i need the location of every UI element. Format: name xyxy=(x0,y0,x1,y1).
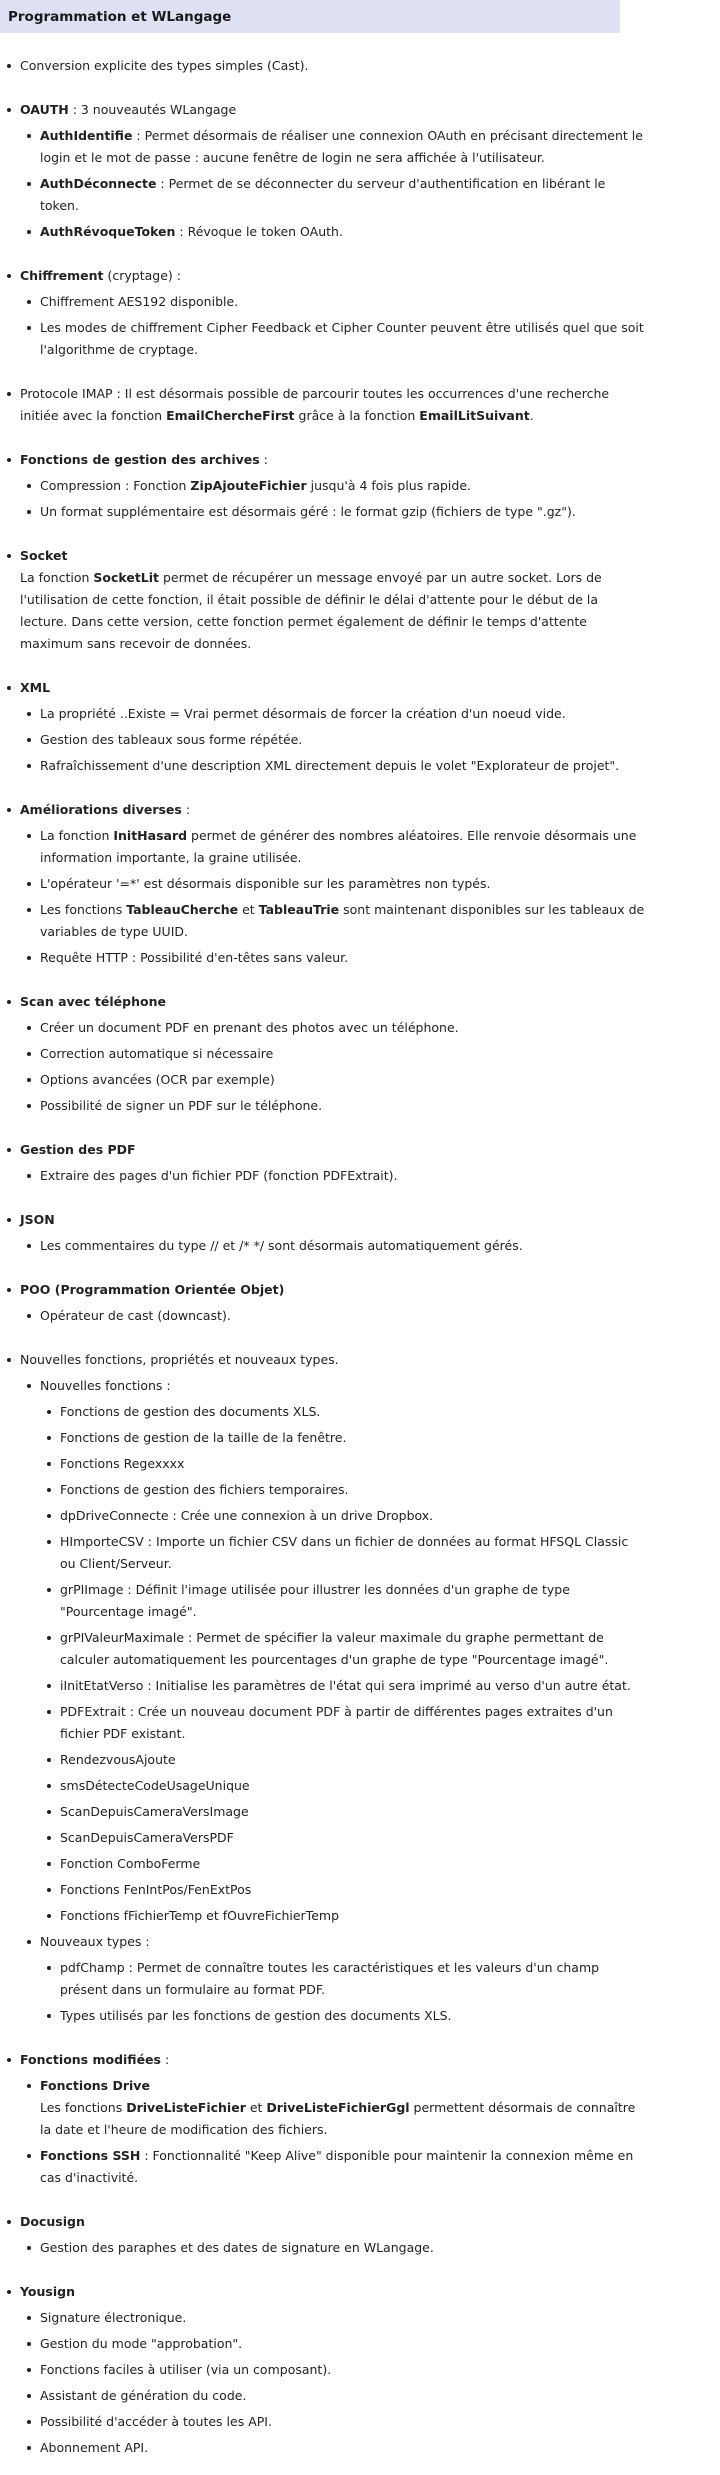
json-heading: JSON xyxy=(20,1212,55,1227)
list-item-docusign xyxy=(20,2211,645,2259)
ameliorations-heading: Améliorations diverses xyxy=(20,802,182,817)
chiffrement-heading: Chiffrement xyxy=(20,268,104,283)
sub-item: Les modes de chiffrement Cipher Feedback et Cipher Counter peuvent être utilisés quel que soit l'algorithme de cryptage. xyxy=(40,317,645,361)
list-item-poo xyxy=(20,1279,645,1327)
section-title xyxy=(0,0,620,33)
sub-item: Options avancées (OCR par exemple) xyxy=(40,1069,645,1091)
modifiees-heading: Fonctions modifiées xyxy=(20,2052,161,2067)
list-item-oauth: OAUTH : 3 nouveautés WLangage AuthIdentifie : Permet désormais de réaliser une connexion OAuth en précisant directement le login et le mot de passe : aucune fenêtre de login ne sera affichée à l'utilisateur. AuthDéconnecte : Permet de se déconnecter du serveur d'authentification en libérant le token. AuthRévoqueToken : Révoque le token OAuth. xyxy=(20,99,645,243)
yousign-heading: Yousign xyxy=(20,2284,75,2299)
sub-item: L'opérateur '=*' est désormais disponible sur les paramètres non typés. xyxy=(40,873,645,895)
sub-item: La fonction InitHasard permet de générer des nombres aléatoires. Elle renvoie désormais une information importante, la graine utilisée. xyxy=(40,825,645,869)
oauth-heading: OAUTH xyxy=(20,102,69,117)
pdf-heading: Gestion des PDF xyxy=(20,1142,136,1157)
sub-item: AuthIdentifie : Permet désormais de réaliser une connexion OAuth en précisant directement le login et le mot de passe : aucune fenêtre de login ne sera affichée à l'utilisateur. xyxy=(40,125,645,169)
sub-item: pdfChamp : Permet de connaître toutes les caractéristiques et les valeurs d'un champ présent dans un formulaire au format PDF. xyxy=(60,1957,645,2001)
list-item-chiffrement: Chiffrement (cryptage) : Chiffrement AES192 disponible. Les modes de chiffrement Cipher Feedback et Cipher Counter peuvent être utilisés quel que soit l'algorithme de cryptage. xyxy=(20,265,645,361)
sub-item: Abonnement API. xyxy=(40,2437,645,2459)
sub-item-nouvelles-fonctions: Nouvelles fonctions : Fonctions de gestion des documents XLS. Fonctions de gestion de la taille de la fenêtre. Fonctions Regexxxx Fonctions de gestion des fichiers temporaires. dpDriveConnecte : Crée une connexion à un drive Dropbox. HImporteCSV : Importe un fichier CSV dans un fichier de données au format HFSQL Classic ou Client/Serveur. grPIImage : Définit l'image utilisée pour illustrer les données d'un graphe de type "Pourcentage imagé". grPIValeurMaximale : Permet de spécifier la valeur maximale du graphe permettant de calculer automatiquement les pourcentages d'un graphe de type "Pourcentage imagé". iInitEtatVerso : Initialise les paramètres de l'état qui sera imprimé au verso d'un autre état. PDFExtrait : Crée un nouveau document PDF à partir de différentes pages extraites d'un fichier PDF existant. RendezvousAjoute smsDétecteCodeUsageUnique ScanDepuisCameraVersImage ScanDepuisCameraVersPDF Fonction ComboFerme Fonctions FenIntPos/FenExtPos Fonctions fFichierTemp et fOuvreFichierTemp xyxy=(40,1375,645,1927)
sub-item: Les commentaires du type // et /* */ sont désormais automatiquement gérés. xyxy=(40,1235,645,1257)
sub-item: Possibilité de signer un PDF sur le téléphone. xyxy=(40,1095,645,1117)
poo-heading: POO (Programmation Orientée Objet) xyxy=(20,1282,285,1297)
sub-item: ScanDepuisCameraVersImage xyxy=(60,1801,645,1823)
list-item-pdf xyxy=(20,1139,645,1187)
archives-heading: Fonctions de gestion des archives xyxy=(20,452,260,467)
list-item-yousign xyxy=(20,2281,645,2459)
sub-item: Signature électronique. xyxy=(40,2307,645,2329)
list-item-imap: Protocole IMAP : Il est désormais possible de parcourir toutes les occurrences d'une recherche initiée avec la fonction EmailChercheFirst grâce à la fonction EmailLitSuivant. xyxy=(20,383,645,427)
sub-item: PDFExtrait : Crée un nouveau document PDF à partir de différentes pages extraites d'un fichier PDF existant. xyxy=(60,1701,645,1745)
sub-item: grPIValeurMaximale : Permet de spécifier la valeur maximale du graphe permettant de calculer automatiquement les pourcentages d'un graphe de type "Pourcentage imagé". xyxy=(60,1627,645,1671)
docusign-heading: Docusign xyxy=(20,2214,85,2229)
sub-item: Opérateur de cast (downcast). xyxy=(40,1305,645,1327)
sub-item: Fonctions de gestion des fichiers temporaires. xyxy=(60,1479,645,1501)
list-item-nouvelles: Nouvelles fonctions, propriétés et nouveaux types. Nouvelles fonctions : Fonctions de gestion des documents XLS. Fonctions de gestion de la taille de la fenêtre. Fonctions Regexxxx Fonctions de gestion des fichiers temporaires. dpDriveConnecte : Crée une connexion à un drive Dropbox. HImporteCSV : Importe un fichier CSV dans un fichier de données au format HFSQL Classic ou Client/Serveur. grPIImage : Définit l'image utilisée pour illustrer les données d'un graphe de type "Pourcentage imagé". grPIValeurMaximale : Permet de spécifier la valeur maximale du graphe permettant de calculer automatiquement les pourcentages d'un graphe de type "Pourcentage imagé". iInitEtatVerso : Initialise les paramètres de l'état qui sera imprimé au verso d'un autre état. PDFExtrait : Crée un nouveau document PDF à partir de différentes pages extraites d'un fichier PDF existant. RendezvousAjoute smsDétecteCodeUsageUnique ScanDepuisCameraVersImage ScanDepuisCameraVersPDF Fonction ComboFerme Fonctions FenIntPos/FenExtPos Fonctions fFichierTemp et fOuvreFichierTemp Nouveaux types : pdfChamp : Permet de connaître toutes les caractéristiques et les valeurs d'un champ présent dans un formulaire au format PDF. Types utilisés par les fonctions de gestion des documents XLS. xyxy=(20,1349,645,2027)
socket-heading: Socket xyxy=(20,548,68,563)
list-item-archives: Fonctions de gestion des archives : Compression : Fonction ZipAjouteFichier jusqu'à 4 fois plus rapide. Un format supplémentaire est désormais géré : le format gzip (fichiers de type ".gz"). xyxy=(20,449,645,523)
sub-item: Fonctions Regexxxx xyxy=(60,1453,645,1475)
sub-item: AuthDéconnecte : Permet de se déconnecter du serveur d'authentification en libérant le token. xyxy=(40,173,645,217)
sub-item-drive: Fonctions Drive Les fonctions DriveListeFichier et DriveListeFichierGgl permettent désormais de connaître la date et l'heure de modification des fichiers. xyxy=(40,2075,645,2141)
scan-heading: Scan avec téléphone xyxy=(20,994,166,1009)
list-item-xml xyxy=(20,677,645,777)
sub-item: Chiffrement AES192 disponible. xyxy=(40,291,645,313)
sub-item: Fonctions de gestion de la taille de la fenêtre. xyxy=(60,1427,645,1449)
list-item-cast: Conversion explicite des types simples (Cast). xyxy=(20,55,645,77)
sub-item: Fonction ComboFerme xyxy=(60,1853,645,1875)
sub-item: La propriété ..Existe = Vrai permet désormais de forcer la création d'un noeud vide. xyxy=(40,703,645,725)
sub-item: Compression : Fonction ZipAjouteFichier jusqu'à 4 fois plus rapide. xyxy=(40,475,645,497)
socket-paragraph: La fonction SocketLit permet de récupérer un message envoyé par un autre socket. Lors de l'utilisation de cette fonction, il était possible de définir le délai d'attente pour le début de la lecture. Dans cette version, cette fonction permet également de définir le temps d'attente maximum sans recevoir de données. xyxy=(20,570,602,651)
feature-list xyxy=(0,55,645,2459)
sub-item: HImporteCSV : Importe un fichier CSV dans un fichier de données au format HFSQL Classic ou Client/Serveur. xyxy=(60,1531,645,1575)
sub-item: Gestion du mode "approbation". xyxy=(40,2333,645,2355)
sub-item: Correction automatique si nécessaire xyxy=(40,1043,645,1065)
sub-item: AuthRévoqueToken : Révoque le token OAuth. xyxy=(40,221,645,243)
sub-item: ScanDepuisCameraVersPDF xyxy=(60,1827,645,1849)
sub-item: Fonctions FenIntPos/FenExtPos xyxy=(60,1879,645,1901)
sub-item: Gestion des tableaux sous forme répétée. xyxy=(40,729,645,751)
sub-item: smsDétecteCodeUsageUnique xyxy=(60,1775,645,1797)
sub-item: dpDriveConnecte : Crée une connexion à un drive Dropbox. xyxy=(60,1505,645,1527)
sub-item: Un format supplémentaire est désormais géré : le format gzip (fichiers de type ".gz"). xyxy=(40,501,645,523)
xml-heading: XML xyxy=(20,680,51,695)
new-types-list xyxy=(40,1957,645,2027)
list-item-modifiees: Fonctions modifiées : Fonctions Drive Les fonctions DriveListeFichier et DriveListeFichierGgl permettent désormais de connaître la date et l'heure de modification des fichiers. Fonctions SSH : Fonctionnalité "Keep Alive" disponible pour maintenir la connexion même en cas d'inactivité. xyxy=(20,2049,645,2189)
sub-item: Rafraîchissement d'une description XML directement depuis le volet "Explorateur de projet". xyxy=(40,755,645,777)
sub-item: Types utilisés par les fonctions de gestion des documents XLS. xyxy=(60,2005,645,2027)
sub-item: Requête HTTP : Possibilité d'en-têtes sans valeur. xyxy=(40,947,645,969)
sub-item: RendezvousAjoute xyxy=(60,1749,645,1771)
sub-item: Possibilité d'accéder à toutes les API. xyxy=(40,2411,645,2433)
sub-item: Gestion des paraphes et des dates de signature en WLangage. xyxy=(40,2237,645,2259)
sub-item: Fonctions de gestion des documents XLS. xyxy=(60,1401,645,1423)
sub-item: Extraire des pages d'un fichier PDF (fonction PDFExtrait). xyxy=(40,1165,645,1187)
sub-item: grPIImage : Définit l'image utilisée pour illustrer les données d'un graphe de type "Pourcentage imagé". xyxy=(60,1579,645,1623)
sub-item: Fonctions fFichierTemp et fOuvreFichierTemp xyxy=(60,1905,645,1927)
sub-item: iInitEtatVerso : Initialise les paramètres de l'état qui sera imprimé au verso d'un autre état. xyxy=(60,1675,645,1697)
list-item-ameliorations: Améliorations diverses : La fonction InitHasard permet de générer des nombres aléatoires. Elle renvoie désormais une information importante, la graine utilisée. L'opérateur '=*' est désormais disponible sur les paramètres non typés. Les fonctions TableauCherche et TableauTrie sont maintenant disponibles sur les tableaux de variables de type UUID. Requête HTTP : Possibilité d'en-têtes sans valeur. xyxy=(20,799,645,969)
list-item-scan xyxy=(20,991,645,1117)
yousign-list xyxy=(20,2307,645,2459)
sub-item: Les fonctions TableauCherche et TableauTrie sont maintenant disponibles sur les tableaux de variables de type UUID. xyxy=(40,899,645,943)
new-functions-list xyxy=(40,1401,645,1927)
sub-item: Assistant de génération du code. xyxy=(40,2385,645,2407)
sub-item-nouveaux-types: Nouveaux types : pdfChamp : Permet de connaître toutes les caractéristiques et les valeurs d'un champ présent dans un formulaire au format PDF. Types utilisés par les fonctions de gestion des documents XLS. xyxy=(40,1931,645,2027)
sub-item-ssh: Fonctions SSH : Fonctionnalité "Keep Alive" disponible pour maintenir la connexion même en cas d'inactivité. xyxy=(40,2145,645,2189)
list-item-json xyxy=(20,1209,645,1257)
sub-item: Fonctions faciles à utiliser (via un composant). xyxy=(40,2359,645,2381)
sub-item: Créer un document PDF en prenant des photos avec un téléphone. xyxy=(40,1017,645,1039)
section-title-text: Programmation et WLangage xyxy=(8,8,232,25)
list-item-socket xyxy=(20,545,645,655)
